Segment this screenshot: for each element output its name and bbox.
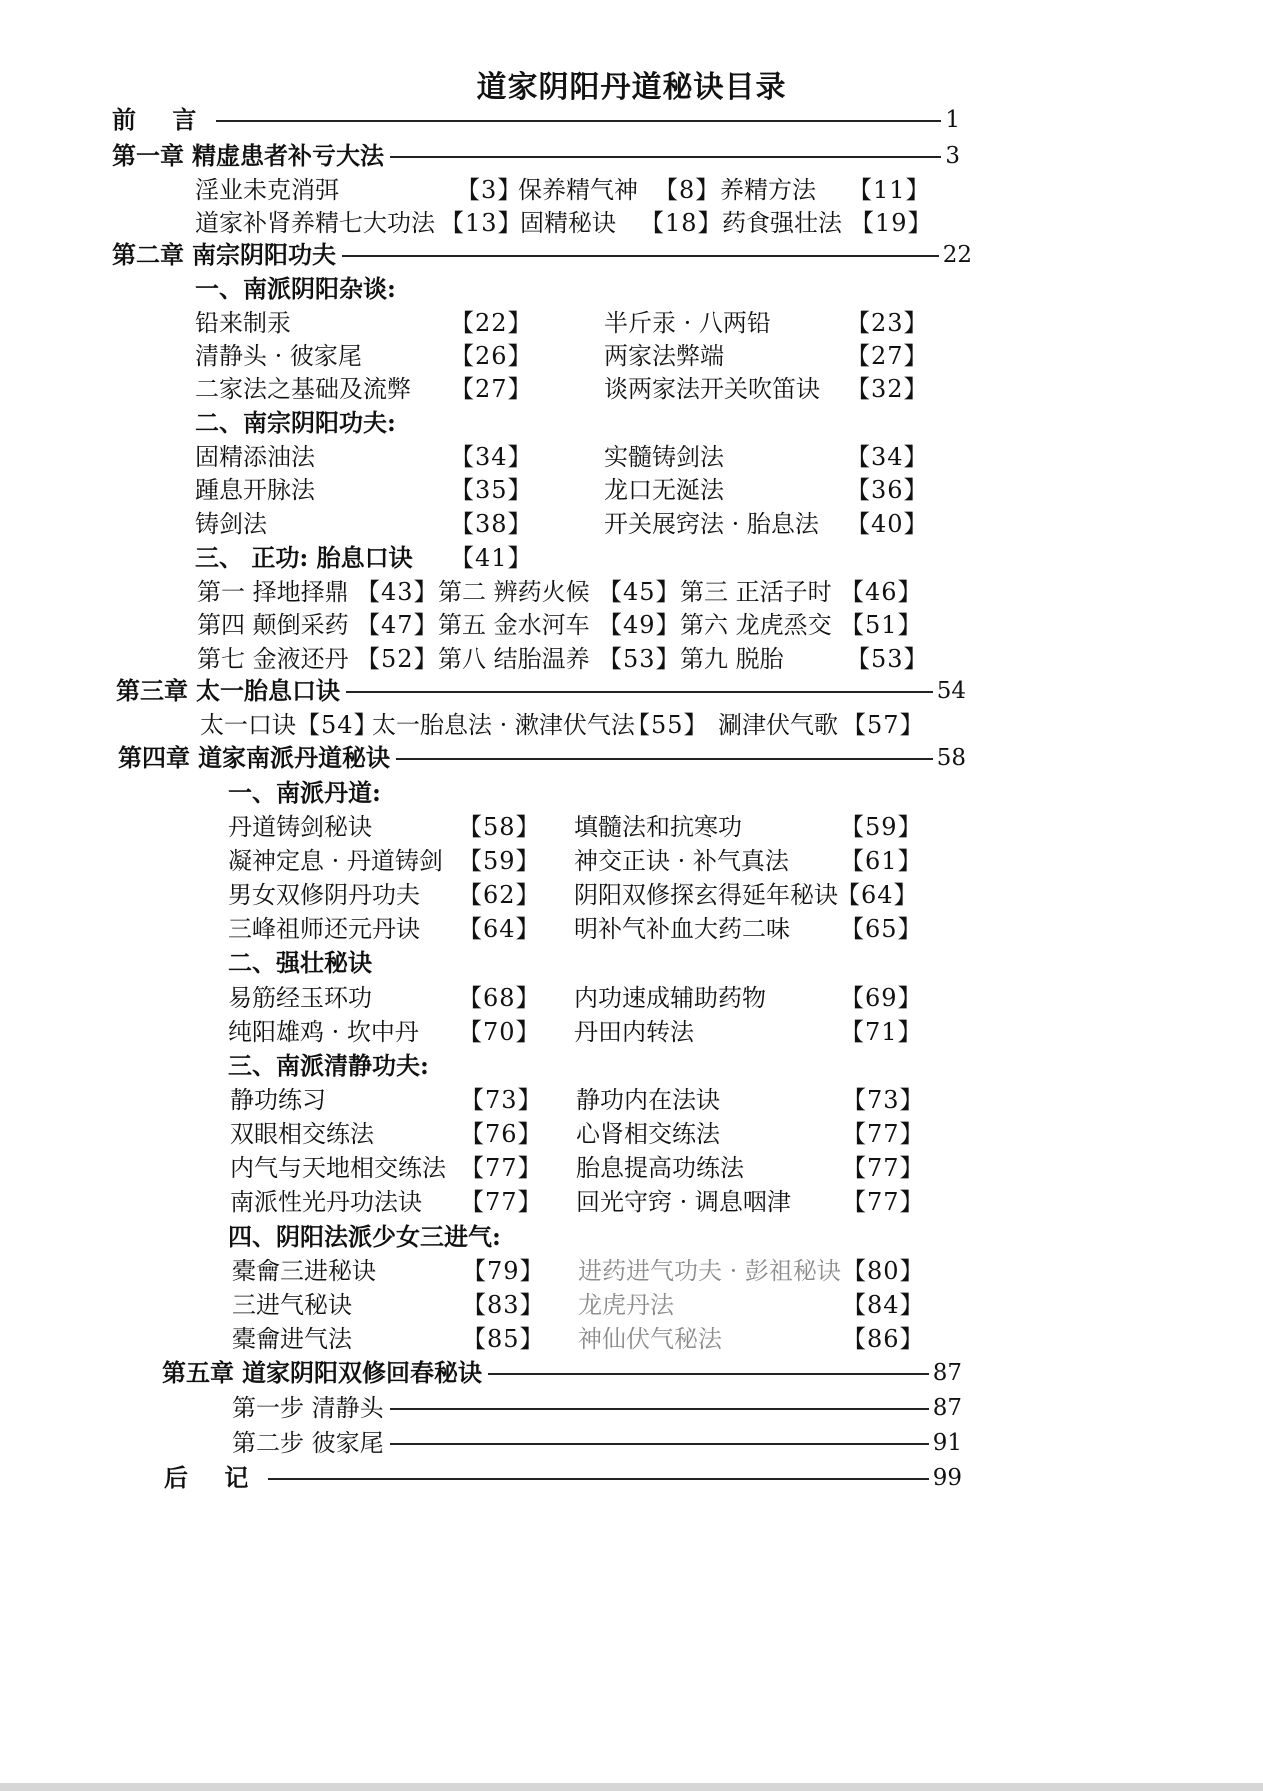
section-heading: 四、阴阳法派少女三进气: (228, 1222, 501, 1251)
toc-entry: 南派性光丹功法诀 (230, 1188, 422, 1216)
toc-entry-page: 【53】 (846, 645, 929, 673)
toc-entry-page: 【59】 (840, 813, 923, 841)
toc-afterword (164, 1460, 962, 1496)
chapter-4-title: 道家南派丹道秘诀 (198, 743, 390, 772)
dot-leader (268, 1478, 928, 1480)
toc-entry: 凝神定息 · 丹道铸剑 (228, 847, 443, 875)
section-heading: 一、南派丹道: (228, 778, 381, 807)
toc-entry-page: 【51】 (840, 611, 923, 639)
toc-entry-page: 【36】 (846, 476, 929, 504)
toc-entry: 第六 龙虎烝交 (680, 611, 832, 639)
toc-entry: 静功练习 (230, 1086, 326, 1114)
toc-entry: 第四 颠倒采药 (197, 611, 349, 639)
toc-entry-page: 【52】 (356, 645, 439, 673)
chapter-1-page: 3 (945, 143, 960, 169)
toc-entry-page: 【8】 (654, 176, 721, 204)
toc-entry: 龙虎丹法 (578, 1291, 674, 1319)
section-heading: 三、 正功: 胎息口诀 (195, 543, 413, 572)
toc-entry-page: 【47】 (356, 611, 439, 639)
toc-chapter-3 (116, 673, 966, 709)
toc-entry-page: 【85】 (462, 1325, 545, 1353)
toc-entry: 丹田内转法 (574, 1018, 694, 1046)
toc-entry-page: 【71】 (840, 1018, 923, 1046)
toc-entry: 开关展窍法 · 胎息法 (604, 510, 819, 538)
step-2-label: 第二步 彼家尾 (232, 1429, 384, 1457)
toc-entry: 填髓法和抗寒功 (574, 813, 742, 841)
toc-entry: 第九 脱胎 (680, 645, 784, 673)
toc-entry-page: 【35】 (450, 476, 533, 504)
chapter-5-page: 87 (932, 1360, 962, 1386)
toc-entry: 太一口诀 (200, 711, 296, 739)
toc-entry: 三峰祖师还元丹诀 (228, 915, 420, 943)
toc-entry: 道家补肾养精七大功法 (195, 209, 435, 237)
step-2-page: 91 (932, 1430, 962, 1456)
toc-entry: 橐龠进气法 (232, 1325, 352, 1353)
toc-entry-page: 【84】 (842, 1291, 925, 1319)
toc-entry-page: 【59】 (458, 847, 541, 875)
toc-step-1 (232, 1390, 962, 1426)
preface-label: 前 言 (112, 105, 211, 134)
toc-chapter-5 (162, 1355, 962, 1391)
afterword-page: 99 (932, 1465, 962, 1491)
section-page: 【41】 (450, 544, 533, 572)
dot-leader (342, 255, 939, 257)
toc-entry: 进药进气功夫 · 彭祖秘诀 (578, 1257, 841, 1285)
toc-entry-page: 【79】 (462, 1257, 545, 1285)
toc-entry: 踵息开脉法 (195, 476, 315, 504)
toc-entry-page: 【18】 (640, 209, 723, 237)
toc-entry: 铸剑法 (195, 510, 267, 538)
chapter-4-num: 第四章 (118, 743, 190, 772)
chapter-5-num: 第五章 (162, 1358, 234, 1387)
toc-entry: 淫业未克消弭 (195, 176, 339, 204)
toc-entry-page: 【86】 (842, 1325, 925, 1353)
toc-entry-page: 【77】 (460, 1188, 543, 1216)
toc-entry-page: 【49】 (598, 611, 681, 639)
toc-entry: 男女双修阴丹功夫 (228, 881, 420, 909)
toc-entry-page: 【34】 (450, 443, 533, 471)
step-1-page: 87 (932, 1395, 962, 1421)
toc-entry: 第七 金液还丹 (197, 645, 349, 673)
toc-entry: 明补气补血大药二味 (574, 915, 790, 943)
toc-entry: 龙口无涎法 (604, 476, 724, 504)
toc-entry-page: 【57】 (842, 711, 925, 739)
toc-entry: 保养精气神 (518, 176, 638, 204)
toc-entry-page: 【70】 (458, 1018, 541, 1046)
toc-entry-page: 【68】 (458, 984, 541, 1012)
toc-entry-page: 【22】 (450, 309, 533, 337)
toc-entry: 实髓铸剑法 (604, 443, 724, 471)
toc-entry: 静功内在法诀 (576, 1086, 720, 1114)
toc-entry-page: 【73】 (460, 1086, 543, 1114)
toc-entry-page: 【69】 (840, 984, 923, 1012)
toc-step-2 (232, 1425, 962, 1461)
toc-entry-page: 【38】 (450, 510, 533, 538)
toc-entry: 神交正诀 · 补气真法 (574, 847, 789, 875)
chapter-2-num: 第二章 (112, 240, 184, 269)
toc-entry: 清静头 · 彼家尾 (195, 342, 362, 370)
toc-entry-page: 【77】 (842, 1154, 925, 1182)
toc-entry: 第五 金水河车 (438, 611, 590, 639)
chapter-3-page: 54 (936, 678, 966, 704)
dot-leader (390, 156, 941, 158)
section-heading: 二、强壮秘诀 (228, 948, 372, 977)
toc-entry-page: 【53】 (598, 645, 681, 673)
toc-entry: 第八 结胎温养 (438, 645, 590, 673)
section-heading: 二、南宗阴阳功夫: (195, 408, 396, 437)
dot-leader (216, 120, 941, 122)
toc-entry-page: 【64】 (836, 881, 919, 909)
toc-entry: 三进气秘诀 (232, 1291, 352, 1319)
dot-leader (346, 691, 933, 693)
page-title: 道家阴阳丹道秘诀目录 (476, 70, 787, 105)
dot-leader (390, 1443, 929, 1445)
section-heading: 三、南派清静功夫: (228, 1051, 429, 1080)
toc-entry: 谈两家法开关吹笛诀 (604, 375, 820, 403)
toc-entry: 胎息提高功练法 (576, 1154, 744, 1182)
toc-preface (112, 102, 960, 138)
step-1-label: 第一步 清静头 (232, 1394, 384, 1422)
toc-entry-page: 【58】 (458, 813, 541, 841)
toc-entry: 阴阳双修探玄得延年秘诀 (574, 881, 838, 909)
toc-entry: 固精秘诀 (520, 209, 616, 237)
preface-page: 1 (945, 107, 960, 133)
toc-entry-page: 【27】 (846, 342, 929, 370)
scan-edge (0, 1783, 1263, 1791)
toc-entry: 神仙伏气秘法 (578, 1325, 722, 1353)
chapter-2-page: 22 (942, 242, 972, 268)
toc-chapter-2 (112, 237, 972, 273)
toc-entry: 丹道铸剑秘诀 (228, 813, 372, 841)
toc-entry: 内功速成辅助药物 (574, 984, 766, 1012)
dot-leader (390, 1408, 929, 1410)
toc-entry: 内气与天地相交练法 (230, 1154, 446, 1182)
toc-entry-page: 【77】 (842, 1120, 925, 1148)
toc-entry-page: 【11】 (848, 176, 931, 204)
section-heading: 一、南派阴阳杂谈: (195, 274, 396, 303)
toc-entry-page: 【13】 (440, 209, 523, 237)
toc-entry-page: 【46】 (840, 578, 923, 606)
toc-entry: 双眼相交练法 (230, 1120, 374, 1148)
toc-entry: 橐龠三进秘诀 (232, 1257, 376, 1285)
toc-entry-page: 【40】 (846, 510, 929, 538)
chapter-4-page: 58 (936, 745, 966, 771)
toc-entry-page: 【62】 (458, 881, 541, 909)
chapter-3-title: 太一胎息口诀 (196, 676, 340, 705)
toc-entry-page: 【23】 (846, 309, 929, 337)
toc-entry: 两家法弊端 (604, 342, 724, 370)
dot-leader (396, 758, 933, 760)
toc-entry-page: 【77】 (842, 1188, 925, 1216)
toc-entry-page: 【34】 (846, 443, 929, 471)
toc-entry: 半斤汞 · 八两铅 (604, 309, 771, 337)
toc-entry-page: 【54】 (296, 711, 379, 739)
toc-entry: 第一 择地择鼎 (197, 578, 349, 606)
toc-entry-page: 【65】 (840, 915, 923, 943)
chapter-2-title: 南宗阴阳功夫 (192, 240, 336, 269)
afterword-label: 后 记 (164, 1463, 263, 1492)
toc-entry: 太一胎息法 · 漱津伏气法 (372, 711, 635, 739)
toc-entry: 易筋经玉环功 (228, 984, 372, 1012)
toc-entry-page: 【76】 (460, 1120, 543, 1148)
toc-entry: 二家法之基础及流弊 (195, 375, 411, 403)
toc-chapter-4 (118, 740, 966, 776)
toc-entry: 养精方法 (720, 176, 816, 204)
toc-entry-page: 【32】 (846, 375, 929, 403)
toc-entry-page: 【64】 (458, 915, 541, 943)
toc-entry: 铅来制汞 (195, 309, 291, 337)
chapter-1-num: 第一章 (112, 141, 184, 170)
toc-entry: 涮津伏气歌 (718, 711, 838, 739)
chapter-5-title: 道家阴阳双修回春秘诀 (242, 1358, 482, 1387)
toc-entry-page: 【3】 (456, 176, 523, 204)
toc-chapter-1 (112, 138, 960, 174)
toc-entry: 回光守窍 · 调息咽津 (576, 1188, 791, 1216)
toc-entry-page: 【83】 (462, 1291, 545, 1319)
toc-entry-page: 【26】 (450, 342, 533, 370)
toc-entry: 心肾相交练法 (576, 1120, 720, 1148)
chapter-3-num: 第三章 (116, 676, 188, 705)
toc-entry-page: 【45】 (598, 578, 681, 606)
toc-entry: 第三 正活子时 (680, 578, 832, 606)
toc-entry-page: 【43】 (356, 578, 439, 606)
toc-entry-page: 【61】 (840, 847, 923, 875)
toc-entry-page: 【80】 (842, 1257, 925, 1285)
toc-entry: 第二 辨药火候 (438, 578, 590, 606)
toc-entry-page: 【55】 (626, 711, 709, 739)
toc-entry-page: 【27】 (450, 375, 533, 403)
toc-entry: 纯阳雄鸡 · 坎中丹 (228, 1018, 419, 1046)
toc-entry-page: 【73】 (842, 1086, 925, 1114)
toc-entry: 固精添油法 (195, 443, 315, 471)
toc-entry-page: 【19】 (850, 209, 933, 237)
toc-entry: 药食强壮法 (722, 209, 842, 237)
toc-entry-page: 【77】 (460, 1154, 543, 1182)
dot-leader (488, 1373, 929, 1375)
chapter-1-title: 精虚患者补亏大法 (192, 141, 384, 170)
